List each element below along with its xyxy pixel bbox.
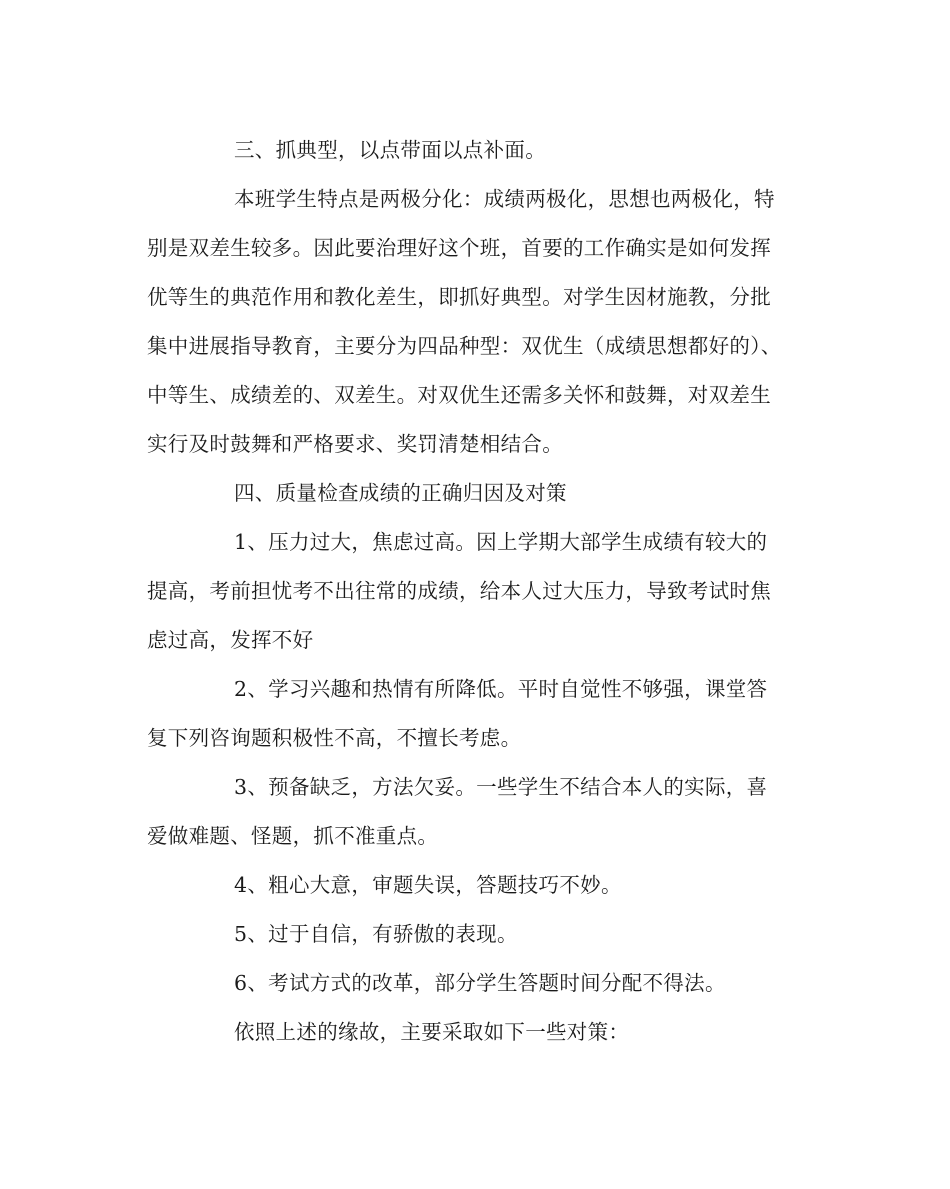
section-heading-4: 四、质量检查成绩的正确归因及对策	[234, 481, 567, 505]
list-item-5: 5、过于自信，有骄傲的表现。	[234, 922, 518, 946]
paragraph-line: 本班学生特点是两极分化：成绩两极化，思想也两极化，特	[234, 187, 775, 211]
paragraph-line: 中等生、成绩差的、双差生。对双优生还需多关怀和鼓舞，对双差生	[147, 383, 771, 407]
paragraph-line: 复下列咨询题积极性不高，不擅长考虑。	[147, 726, 522, 750]
section-heading-3: 三、抓典型，以点带面以点补面。	[234, 138, 546, 162]
paragraph-line: 依照上述的缘故，主要采取如下一些对策：	[234, 1020, 630, 1044]
paragraph-line: 集中进展指导教育，主要分为四品种型：双优生（成绩思想都好的）、	[147, 334, 782, 358]
list-item-1: 1、压力过大，焦虑过高。因上学期大部学生成绩有较大的	[234, 530, 768, 554]
paragraph-line: 提高，考前担忧考不出往常的成绩，给本人过大压力，导致考试时焦	[147, 579, 771, 603]
paragraph-line: 优等生的典范作用和教化差生，即抓好典型。对学生因材施教，分批	[147, 285, 771, 309]
list-item-4: 4、粗心大意，审题失误，答题技巧不妙。	[234, 873, 622, 897]
paragraph-line: 别是双差生较多。因此要治理好这个班，首要的工作确实是如何发挥	[147, 236, 771, 260]
paragraph-line: 实行及时鼓舞和严格要求、奖罚清楚相结合。	[147, 432, 563, 456]
list-item-3: 3、预备缺乏，方法欠妥。一些学生不结合本人的实际，喜	[234, 775, 768, 799]
list-item-6: 6、考试方式的改革，部分学生答题时间分配不得法。	[234, 971, 726, 995]
list-item-2: 2、学习兴趣和热情有所降低。平时自觉性不够强，课堂答	[234, 677, 768, 701]
paragraph-line: 虑过高，发挥不好	[147, 628, 314, 652]
paragraph-line: 爱做难题、怪题，抓不准重点。	[147, 824, 439, 848]
